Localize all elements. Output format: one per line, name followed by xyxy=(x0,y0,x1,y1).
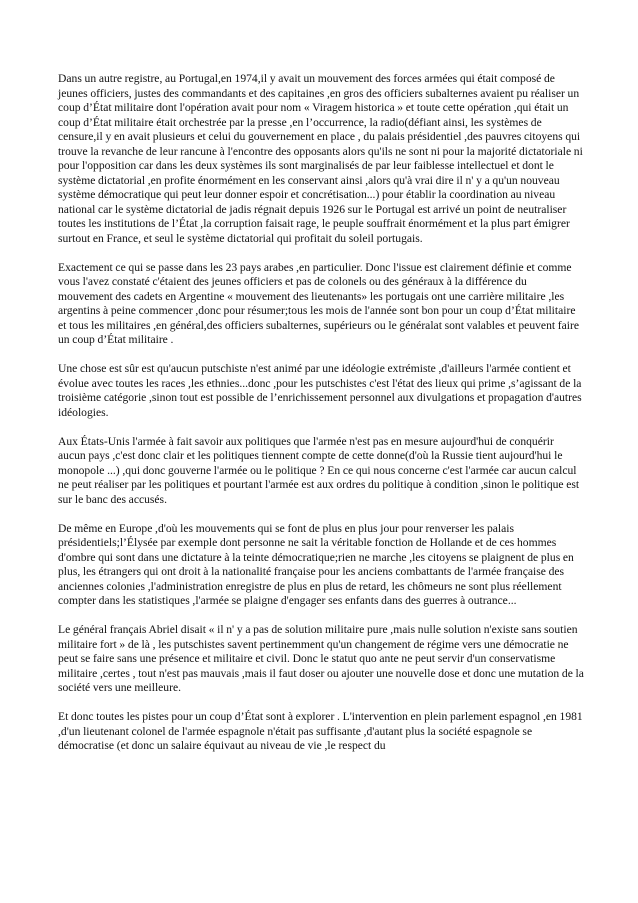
paragraph-spain-1981: Et donc toutes les pistes pour un coup d’État sont à explorer . L'intervention en plein parlement espagnol ,en 1981 ,d'un lieutenant colonel de l'armée espagnole n'était pas suffisante ,d'autant plus la société espagnole se démocratise (et donc un salaire équivaut au niveau de vie ,le respect du xyxy=(58,710,583,752)
paragraph-arab-countries: Exactement ce qui se passe dans les 23 pays arabes ,en particulier. Donc l'issue est clairement définie et comme vous l'avez constaté c'étaient des jeunes officiers et pas de colonels ou des généraux à la différence du mouvement des cadets en Argentine « mouvement des lieutenants» les portugais ont une carrière militaire ,les argentins à peine commencer ,donc pour résumer;tous les mois de l'année sont bon pour un coup d’État militaire et tous les militaires ,en général,des officiers subalternes, supérieurs ou le généralat sont valables et peuvent faire un coup d’État militaire . xyxy=(58,260,580,346)
paragraph-europe: De même en Europe ,d'où les mouvements qui se font de plus en plus jour pour renverser les palais présidentiels;l’Élysée par exemple dont personne ne sait la véritable fonction de Hollande et de ces hommes d'ombre qui sont dans une dictature à la teinte démocratique;rien ne marche ,les citoyens se plaignent de plus en plus, les étrangers qui ont droit à la nationalité française pour les anciens combattants de l'armée française des anciennes colonies ,l'administration enregistre de plus en plus de retard, les chômeurs ne sont plus réellement compter dans les statistiques ,l'armée se plaigne d'engager ses enfants dans des guerres à outrance... xyxy=(58,521,574,607)
document-page xyxy=(58,72,584,754)
paragraph-general-abriel: Le général français Abriel disait « il n' y a pas de solution militaire pure ,mais nulle solution n'existe sans soutien militaire fort » de là , les putschistes savent pertinemment qu'un changement de régime vers une démocratie ne peut se faire sans une présence et militaire et civil. Donc le statut quo ante ne peut servir d'un conservatisme militaire ,certes , tout n'est pas mauvais ,mais il faut doser ou ajouter une nouvelle dose et donc une mutation de la société vers une meilleure. xyxy=(58,623,584,694)
paragraph-portugal-1974: Dans un autre registre, au Portugal,en 1974,il y avait un mouvement des forces armées qui était composé de jeunes officiers, justes des commandants et des capitaines ,en gros des officiers subalternes avaient pu réaliser un coup d’État militaire dont l'opération avait pour nom « Viragem historica » et toute cette opération ,qui était un coup d’État militaire était orchestrée par la presse ,en l’occurrence, la radio(défiant ainsi, les systèmes de censure,il y en avait plusieurs et celui du gouvernement en place , du palais présidentiel ,des pauvres citoyens qui trouve la revanche de leur rancune à l'encontre des opposants alors qu'ils ne sont ni pour la majorité dictatoriale ni pour l'opposition car dans les deux systèmes ils sont marginalisés de par leur faiblesse intellectuel et dont le système dictatorial ,en profite énormément en les conservant ainsi ,alors qu'à vrai dire il n' y a qu'un nouveau système démocratique qui peut leur donner espoir et concrétisation...) pour établir la coordination au niveau national car le système dictatorial de jadis régnait depuis 1926 sur le Portugal est arrivé un point de neutraliser toutes les institutions de l’État ,la corruption faisait rage, le peuple souffrait énormément et la plus part émigrer surtout en France, et seul le système dictatorial qui profitait du soleil portugais. xyxy=(58,72,583,245)
paragraph-ideology: Une chose est sûr est qu'aucun putschiste n'est animé par une idéologie extrémiste ,d'ailleurs l'armée contient et évolue avec toutes les races ,les ethnies...donc ,pour les putschistes c'est l'état des lieux qui prime ,s’agissant de la troisième catégorie ,sinon tout est possible de l’enrichissement personnel aux divulgations et propagation d'autres idéologies. xyxy=(58,362,582,419)
paragraph-united-states: Aux États-Unis l'armée à fait savoir aux politiques que l'armée n'est pas en mesure aujourd'hui de conquérir aucun pays ,c'est donc clair et les politiques tiennent compte de cette donne(d'où la Russie tient aujourd'hui le monopole ...) ,qui donc gouverne l'armée ou le politique ? En ce qui nous concerne c'est l'armée car aucun calcul ne peut réaliser par les politiques et pourtant l'armée est aux ordres du politique à condition ,sinon le politique est sur le banc des accusés. xyxy=(58,434,580,506)
